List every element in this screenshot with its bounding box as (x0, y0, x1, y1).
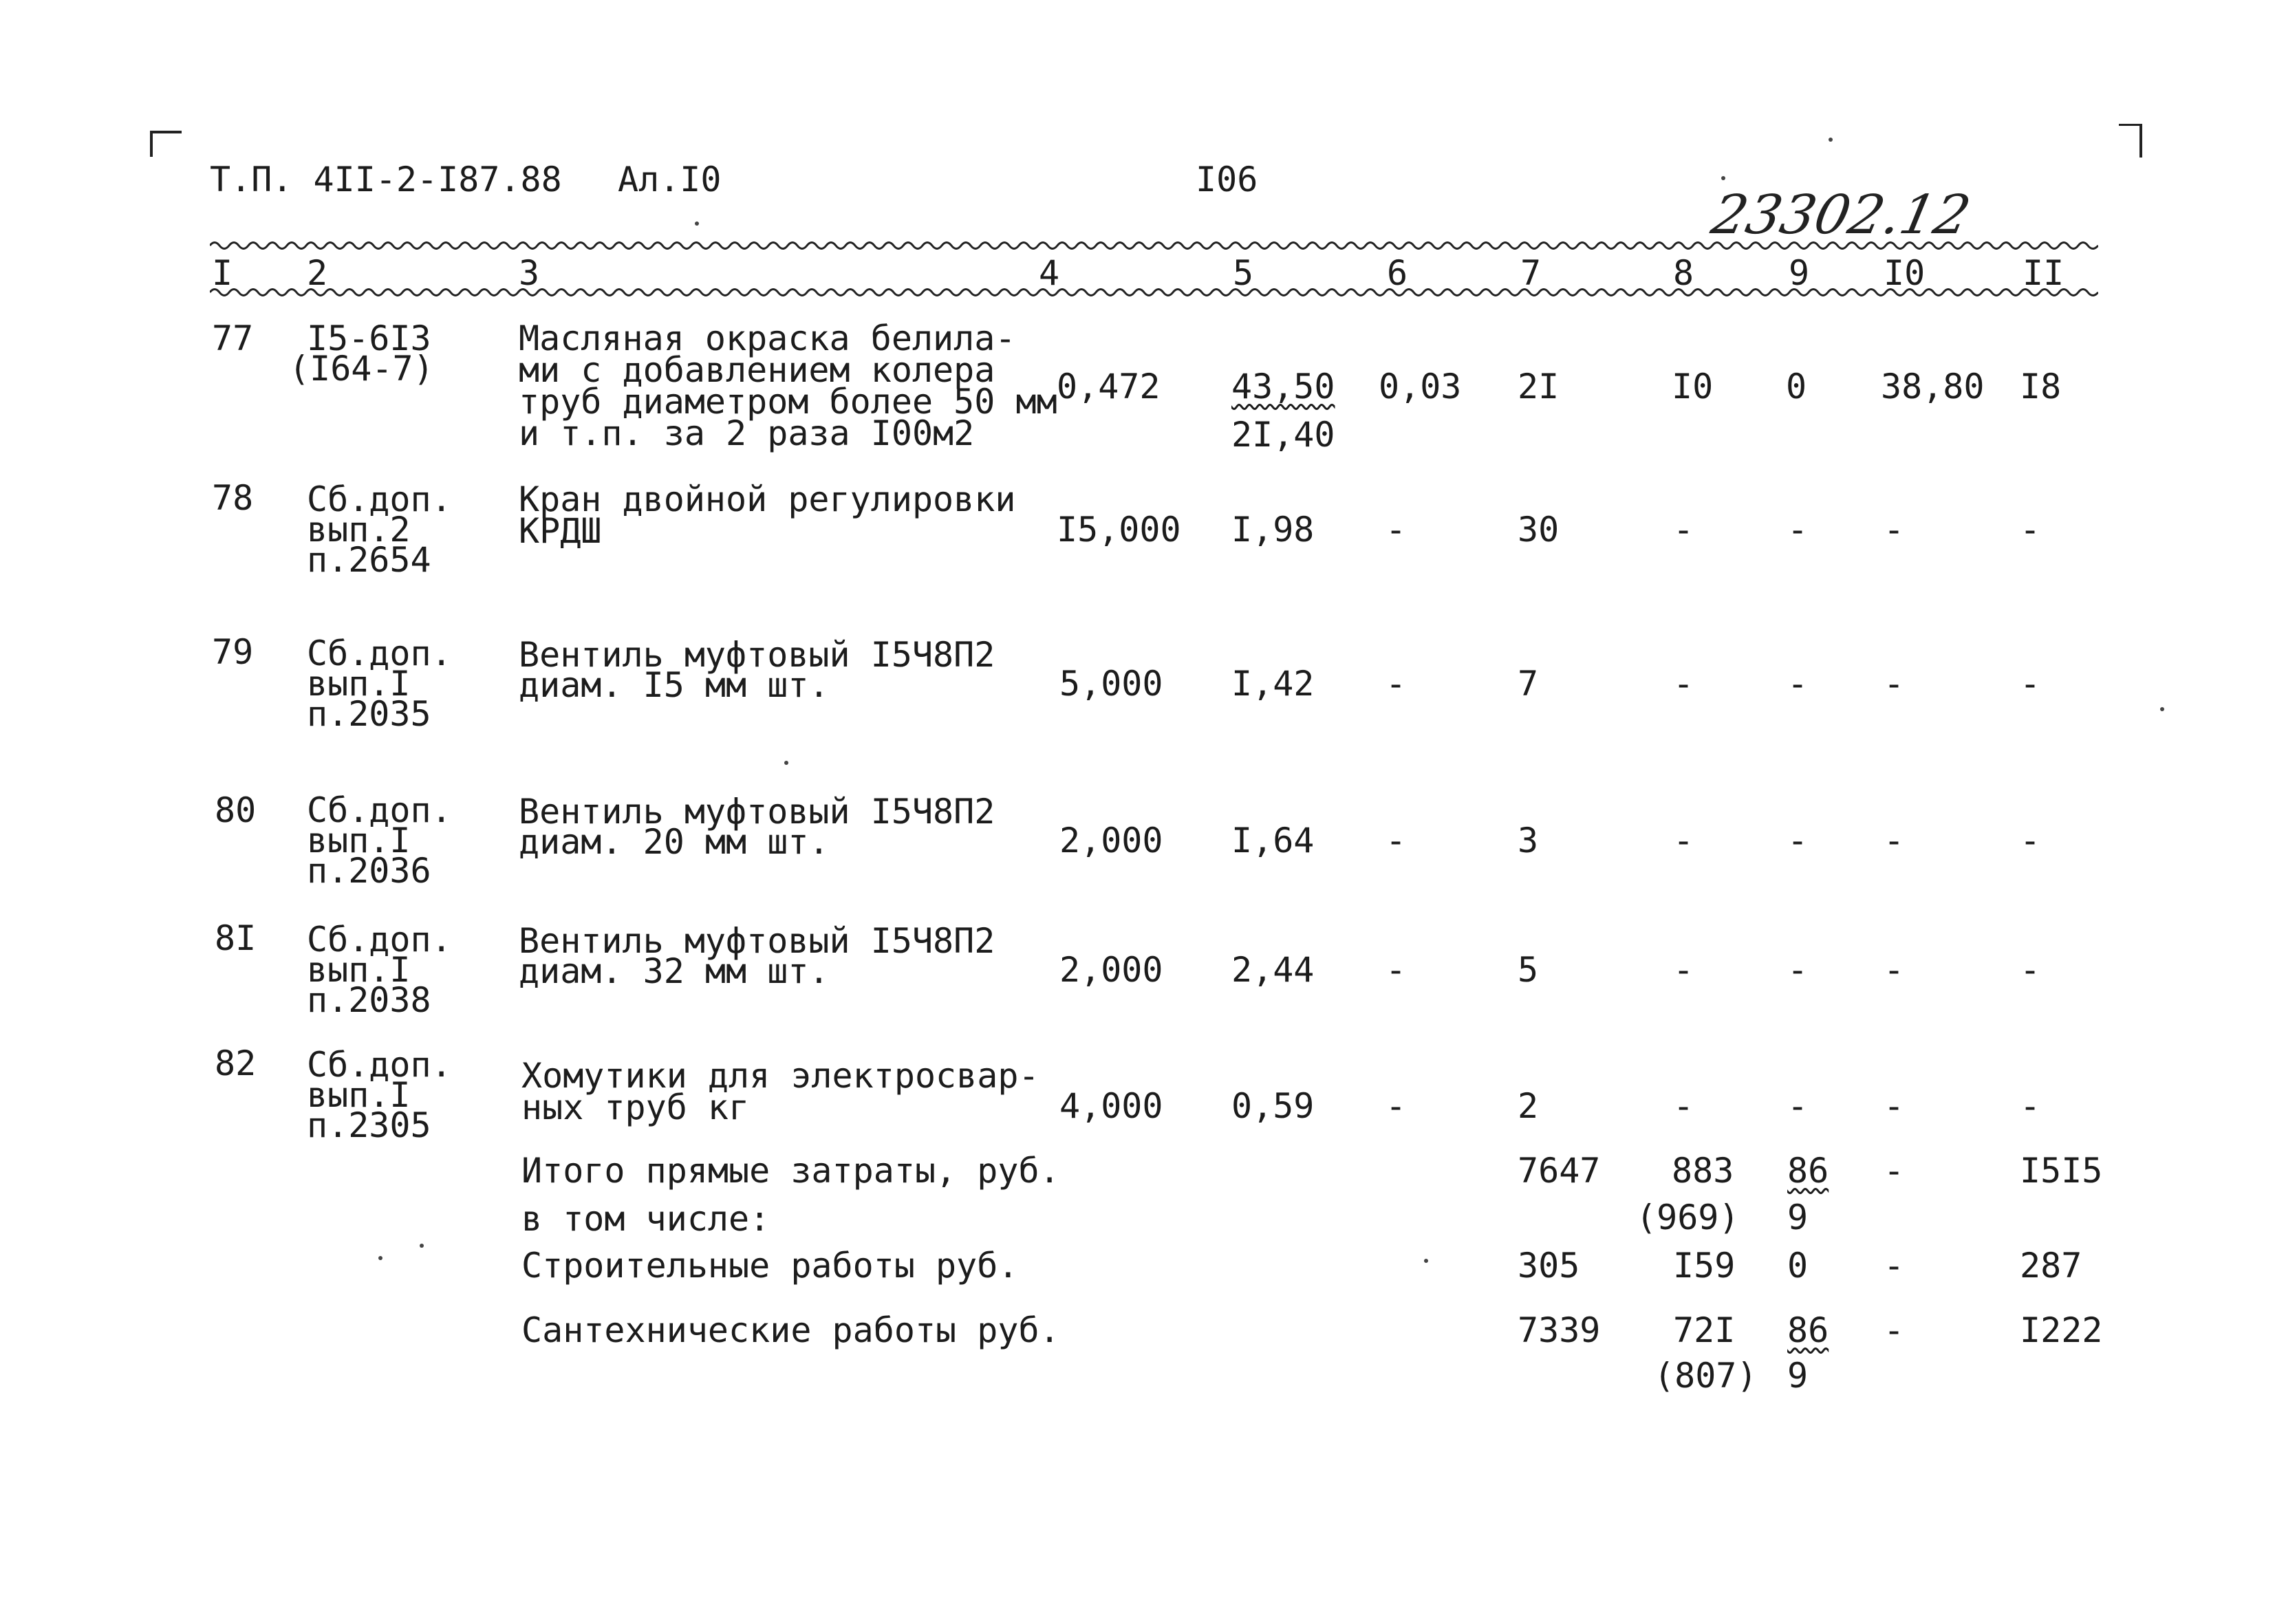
cell-unit-price-secondary: 2I,40 (1231, 415, 1335, 455)
cell-quantity: 0,472 (1057, 367, 1161, 407)
row-desc-line: ми с добавлением колера (519, 350, 995, 390)
cell-quantity: 4,000 (1059, 1086, 1163, 1126)
cell-col11: - (2020, 1086, 2041, 1126)
col-header-1: I (212, 253, 233, 293)
row-desc-line: Кран двойной регулировки (519, 479, 1016, 519)
row-code-line: вып.I (307, 950, 411, 990)
cell-col6: - (1386, 664, 1407, 704)
row-code-line: п.2654 (307, 540, 431, 580)
cell-col9: - (1787, 510, 1809, 550)
totals-construction-label: Строительные работы руб. (521, 1246, 1019, 1286)
handwritten-number: 23302.12 (1706, 184, 1976, 246)
row-code-line: Сб.доп. (307, 634, 452, 673)
col-header-9: 9 (1789, 253, 1810, 293)
scan-speck (784, 761, 788, 765)
totals-direct-col8: 883 (1672, 1151, 1734, 1191)
row-desc-line: Вентиль муфтовый I5Ч8П2 (519, 792, 995, 832)
totals-direct-col9: 86 (1787, 1151, 1829, 1191)
cell-col11: - (2020, 664, 2041, 704)
totals-plumbing-col9-secondary: 9 (1787, 1356, 1809, 1396)
row-number: 82 (215, 1043, 257, 1083)
row-number: 78 (212, 478, 254, 518)
cell-col10: 38,80 (1881, 367, 1985, 407)
row-number: 8I (215, 918, 257, 958)
cell-col7: 7 (1518, 664, 1539, 704)
totals-direct-col8-secondary: (969) (1636, 1198, 1740, 1237)
corner-mark-top-right (2119, 124, 2142, 158)
scan-speck (378, 1256, 382, 1260)
totals-direct-col11: I5I5 (2020, 1151, 2103, 1191)
cell-col10: - (1884, 821, 1905, 860)
cell-quantity: I5,000 (1057, 510, 1181, 550)
row-code-line: п.2305 (307, 1105, 431, 1145)
page-number: I06 (1196, 160, 1258, 199)
row-code-line: (I64-7) (289, 349, 434, 389)
cell-col9: - (1787, 821, 1809, 860)
cell-unit-price: 2,44 (1231, 950, 1315, 990)
totals-direct-col9-secondary: 9 (1787, 1198, 1809, 1237)
cell-col7: 30 (1518, 510, 1560, 550)
row-code-line: Сб.доп. (307, 479, 452, 519)
cell-col6: - (1386, 950, 1407, 990)
col-header-7: 7 (1520, 253, 1542, 293)
totals-construction-col8: I59 (1673, 1246, 1736, 1286)
row-desc-line: диам. 32 мм шт. (519, 951, 830, 991)
totals-direct-col10: - (1884, 1151, 1905, 1191)
row-desc-line: Масляная окраска белила- (519, 318, 1016, 358)
cell-col6: - (1386, 510, 1407, 550)
cell-col11: - (2020, 950, 2041, 990)
totals-direct-label: Итого прямые затраты, руб. (521, 1151, 1060, 1191)
cell-col8: I0 (1672, 367, 1714, 407)
row-desc-line: труб диаметром более 50 мм (519, 382, 1057, 422)
col-header-5: 5 (1233, 253, 1254, 293)
totals-plumbing-col7: 7339 (1518, 1310, 1601, 1350)
totals-construction-col11: 287 (2020, 1246, 2082, 1286)
cell-col10: - (1884, 950, 1905, 990)
cell-unit-price: I,42 (1231, 664, 1315, 704)
cell-col9: 0 (1786, 367, 1807, 407)
row-desc-line: и т.п. за 2 раза I00м2 (519, 413, 975, 453)
row-desc-line: Хомутики для электросвар- (521, 1056, 1039, 1096)
row-code-line: п.2036 (307, 851, 431, 891)
cell-col9: - (1787, 950, 1809, 990)
cell-col11: I8 (2020, 367, 2062, 407)
scan-speck (420, 1244, 424, 1248)
cell-col10: - (1884, 510, 1905, 550)
doc-reference: Т.П. 4II-2-I87.88 (210, 160, 562, 199)
row-code-line: п.2035 (307, 694, 431, 734)
cell-col8: - (1673, 664, 1694, 704)
totals-plumbing-label: Сантехнические работы руб. (521, 1310, 1060, 1350)
row-code-line: вып.I (307, 664, 411, 704)
row-code-line: Сб.доп. (307, 790, 452, 830)
sheet-label: Ал.I0 (618, 160, 722, 199)
cell-col7: 3 (1518, 821, 1539, 860)
row-desc-line: диам. I5 мм шт. (519, 665, 830, 705)
totals-construction-col10: - (1884, 1246, 1905, 1286)
row-number: 77 (212, 318, 254, 358)
row-desc-line: ных труб кг (521, 1087, 750, 1127)
cell-quantity: 2,000 (1059, 950, 1163, 990)
cell-col6: - (1386, 1086, 1407, 1126)
cell-col6: 0,03 (1379, 367, 1462, 407)
row-desc-line: Вентиль муфтовый I5Ч8П2 (519, 921, 995, 961)
cell-col10: - (1884, 664, 1905, 704)
scan-speck (695, 221, 699, 226)
totals-construction-col7: 305 (1518, 1246, 1580, 1286)
row-code-line: Сб.доп. (307, 1045, 452, 1085)
totals-plumbing-col11: I222 (2020, 1310, 2103, 1350)
top-rule (210, 239, 2098, 252)
row-code-line: вып.I (307, 1075, 411, 1115)
row-desc-line: КРДШ (519, 511, 602, 551)
corner-mark-top-left (150, 131, 182, 157)
cell-col8: - (1673, 510, 1694, 550)
col-header-6: 6 (1387, 253, 1408, 293)
col-header-11: II (2023, 253, 2064, 293)
row-desc-line: Вентиль муфтовый I5Ч8П2 (519, 635, 995, 675)
row-code-line: I5-6I3 (307, 318, 431, 358)
cell-unit-price: 43,50 (1231, 367, 1335, 407)
totals-construction-col9: 0 (1787, 1246, 1809, 1286)
cell-col7: 5 (1518, 950, 1539, 990)
row-code-line: вып.2 (307, 510, 411, 550)
scan-speck (1721, 176, 1725, 180)
cell-quantity: 2,000 (1059, 821, 1163, 860)
cell-unit-price: I,64 (1231, 821, 1315, 860)
cell-col9: - (1787, 664, 1809, 704)
row-desc-line: диам. 20 мм шт. (519, 822, 830, 862)
row-code-line: вып.I (307, 821, 411, 860)
totals-plumbing-col8: 72I (1673, 1310, 1736, 1350)
cell-col8: - (1673, 821, 1694, 860)
row-code-line: п.2038 (307, 980, 431, 1020)
row-number: 79 (212, 632, 254, 672)
cell-col7: 2I (1518, 367, 1560, 407)
cell-col7: 2 (1518, 1086, 1539, 1126)
row-number: 80 (215, 790, 257, 830)
cell-quantity: 5,000 (1059, 664, 1163, 704)
cell-col10: - (1884, 1086, 1905, 1126)
col-header-2: 2 (307, 253, 328, 293)
scan-speck (2160, 707, 2164, 711)
col-header-8: 8 (1673, 253, 1694, 293)
cell-col6: - (1386, 821, 1407, 860)
totals-plumbing-col10: - (1884, 1310, 1905, 1350)
cell-col11: - (2020, 821, 2041, 860)
cell-unit-price: I,98 (1231, 510, 1315, 550)
col-header-3: 3 (519, 253, 540, 293)
col-header-4: 4 (1039, 253, 1060, 293)
cell-col8: - (1673, 950, 1694, 990)
header-rule (210, 286, 2098, 299)
scan-speck (1829, 138, 1833, 142)
totals-plumbing-col9: 86 (1787, 1310, 1829, 1350)
cell-col11: - (2020, 510, 2041, 550)
totals-plumbing-col8-secondary: (807) (1654, 1356, 1758, 1396)
cell-col8: - (1673, 1086, 1694, 1126)
scan-speck (1424, 1259, 1428, 1263)
col-header-10: I0 (1884, 253, 1926, 293)
totals-including-label: в том числе: (521, 1199, 770, 1239)
cell-unit-price: 0,59 (1231, 1086, 1315, 1126)
cell-col9: - (1787, 1086, 1809, 1126)
totals-direct-col7: 7647 (1518, 1151, 1601, 1191)
row-code-line: Сб.доп. (307, 920, 452, 960)
